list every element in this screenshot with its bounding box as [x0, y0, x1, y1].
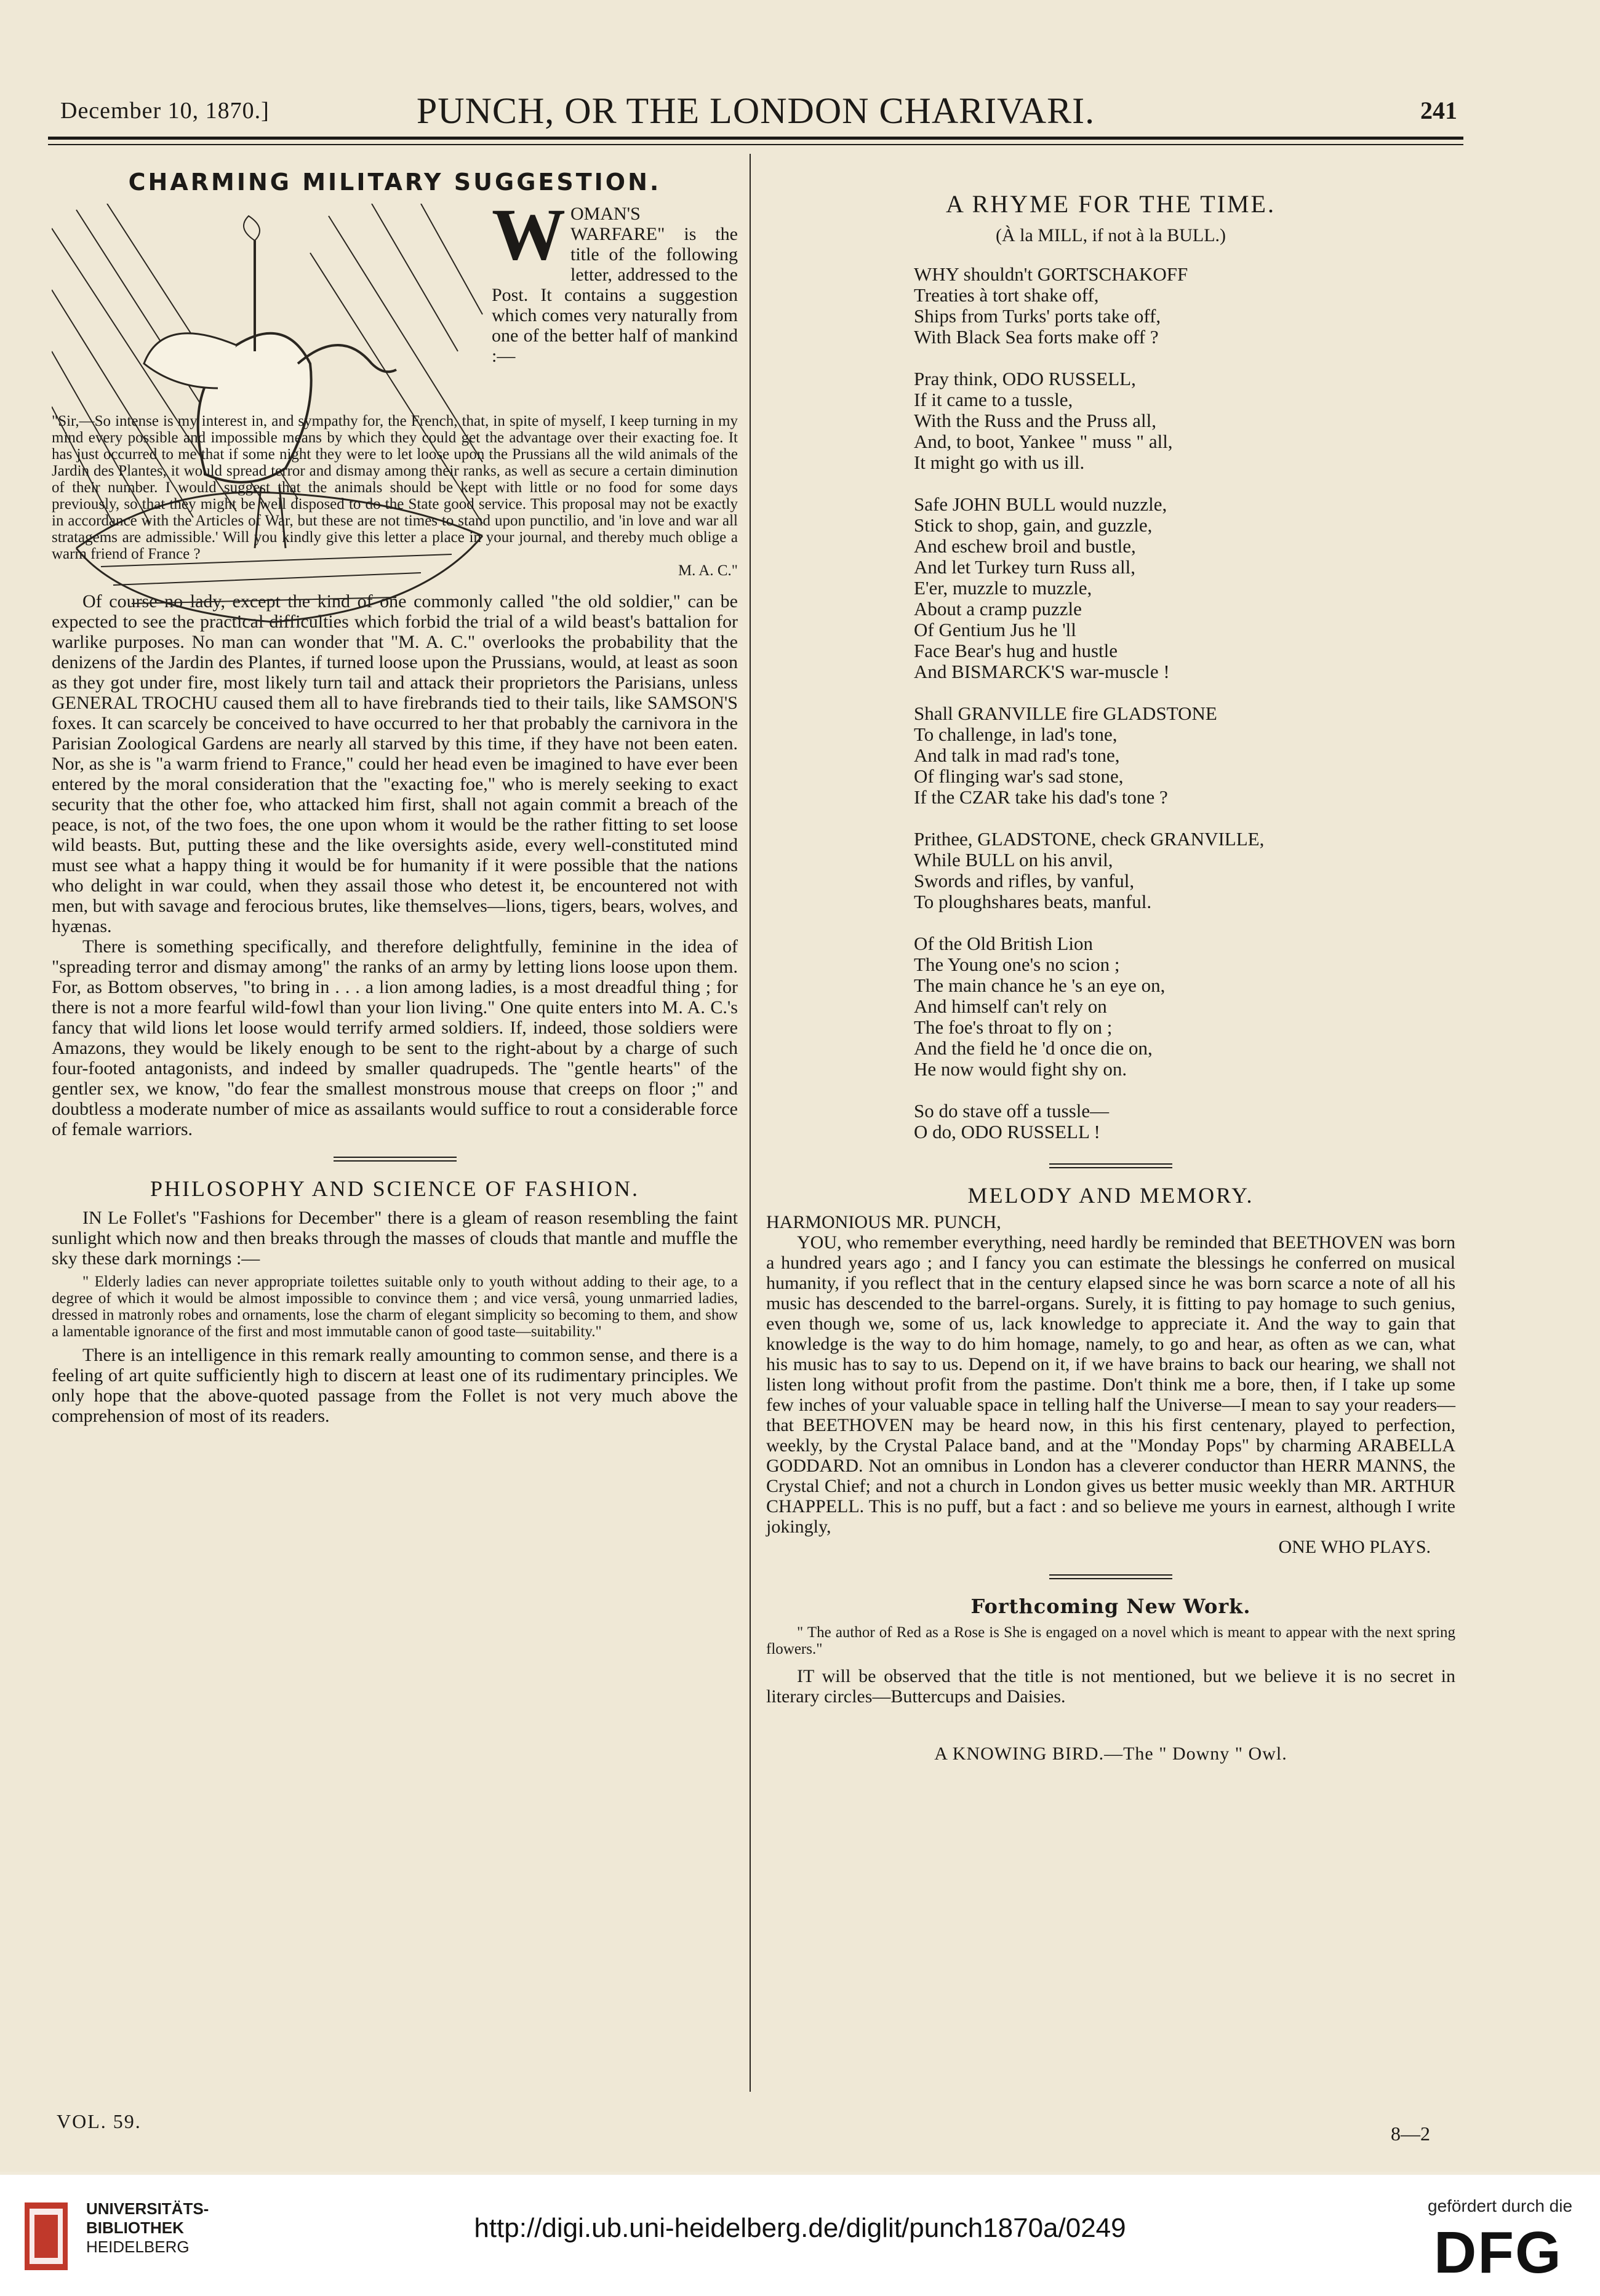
poem-stanza: [914, 933, 1455, 1080]
poem-line: It might go with us ill.: [914, 452, 1085, 473]
article-paragraph: IN Le Follet's "Fashions for December" there is a gleam of reason resembling the faint sunlight which now and then breaks through the masses of clouds that mantle and muffle the sky these dark mornings :—: [52, 1208, 738, 1269]
poem-line: And let Turkey turn Russ all,: [914, 556, 1135, 578]
institution-line: UNIVERSITÄTS-: [86, 2199, 209, 2218]
signature-mark: 8—2: [1391, 2123, 1430, 2145]
poem-line: Stick to shop, gain, and guzzle,: [914, 514, 1153, 536]
header-rule-thick: [48, 137, 1463, 140]
poem-line: Of flinging war's sad stone,: [914, 765, 1124, 787]
poem-line: Of the Old British Lion: [914, 933, 1094, 954]
poem-line: Prithee, GLADSTONE, check GRANVILLE,: [914, 828, 1265, 850]
institution-line: HEIDELBERG: [86, 2238, 190, 2256]
forthcoming-quote: " The author of Red as a Rose is She is engaged on a novel which is meant to appear with the next spring flowers.": [766, 1624, 1455, 1657]
dropcap-letter: W: [492, 193, 566, 275]
forthcoming-paragraph: IT will be observed that the title is not mentioned, but we believe it is no secret in literary circles—Buttercups and Daisies.: [766, 1666, 1455, 1707]
melody-signature: ONE WHO PLAYS.: [1278, 1537, 1431, 1557]
dfg-logo: DFG: [1434, 2220, 1562, 2286]
letter-signature: M. A. C.": [678, 562, 738, 579]
article-heading-fashion: PHILOSOPHY AND SCIENCE OF FASHION.: [150, 1176, 640, 1201]
poem-line: Shall GRANVILLE fire GLADSTONE: [914, 703, 1217, 724]
poem-line: Of Gentium Jus he 'll: [914, 619, 1076, 640]
poem-line: If it came to a tussle,: [914, 389, 1073, 410]
poem-stanza: [914, 369, 1455, 473]
poem-line: The foe's throat to fly on ;: [914, 1016, 1113, 1038]
page-number: 241: [1420, 97, 1457, 124]
article-quote: " Elderly ladies can never appropriate toilettes suitable only to youth without adding to their age, to a degree of which it would be almost impossible to convince them ; and vice versâ, young unmarried ladies, dressed in matronly robes and ornaments, lose the charm of elegant simplicity so becoming to them, and show a lamentable ignorance of the first and most immutable canon of good taste—suitability.": [52, 1274, 738, 1340]
article-paragraph: Of course no lady, except the kind of one commonly called "the old soldier," can be expected to see the practical difficulties which forbid the trial of a wild beast's battalion for warlike purposes. No man can wonder that "M. A. C." overlooks the probability that the denizens of the Jardin des Plantes, if turned loose upon the Prussians, would, at least as soon as they got under fire, most likely turn tail and attack their proprietors the Parisians, unless GENERAL TROCHU caused them all to have firebrands tied to their tails, like SAMSON'S foxes. It can scarcely be conceived to have occurred to her that probably the carnivora in the Parisian Zoological Gardens are nearly all starved by this time, if they have not been eaten. Nor, as she is "a warm friend to France," could her head even be imagined to have ever been entered by the moral consideration that the "exacting foe," who is merely seeking to exact security that the other foe, who attacked him first, shall not again commit a breach of the peace, is not, of the two foes, the one upon whom it would be the rather fitting to set loose wild beasts. But, putting these and the like oversights aside, every well-constituted mind must see what a happy thing it would be for humanity if it were possible that the nations who delight in war could, when they assail those who detest it, be encountered not with men, but with savage and ferocious brutes, like themselves—lions, tigers, bears, wolves, and hyænas.: [52, 591, 738, 936]
poem-line: The main chance he 's an eye on,: [914, 975, 1166, 996]
article-intro: OMAN'S WARFARE" is the title of the following letter, addressed to the Post. It contains a suggestion which comes very naturally from one of the better half of mankind :—: [492, 204, 738, 366]
poem-heading: A RHYME FOR THE TIME.: [945, 190, 1276, 218]
poem-line: Pray think, ODO RUSSELL,: [914, 368, 1136, 389]
poem-stanza: [914, 264, 1455, 348]
poem-line: Ships from Turks' ports take off,: [914, 305, 1161, 327]
article-heading-charming: CHARMING MILITARY SUGGESTION.: [128, 169, 662, 196]
poem-line: And, to boot, Yankee " muss " all,: [914, 431, 1173, 452]
header-title: PUNCH, OR THE LONDON CHARIVARI.: [416, 90, 1095, 131]
forthcoming-heading: Forthcoming New Work.: [970, 1595, 1251, 1618]
column-divider: [750, 154, 751, 2092]
poem-line: He now would fight shy on.: [914, 1058, 1127, 1080]
poem-line: And BISMARCK'S war-muscle !: [914, 661, 1170, 682]
section-separator: [334, 1157, 457, 1162]
poem-stanza: [914, 1101, 1455, 1142]
poem-line: About a cramp puzzle: [914, 598, 1082, 620]
knowing-bird: A KNOWING BIRD.—The " Downy " Owl.: [934, 1744, 1287, 1764]
poem-stanza: [914, 703, 1455, 808]
poem-line: Safe JOHN BULL would nuzzle,: [914, 493, 1167, 515]
article-paragraph: There is something specifically, and therefore delightfully, feminine in the idea of "spreading terror and dismay among" the ranks of an army by letting lions loose upon them. For, as Bottom observes, "to bring in . . . a lion among ladies, is a most dreadful thing ; for there is not a more fearful wild-fowl than your lion living." One quite enters into M. A. C.'s fancy that wild lions let loose would terrify armed soldiers. If, indeed, those soldiers were Amazons, they would be likely enough to be sent to the right-about by a charge of such four-footed antagonists, and indeed by smaller quadrupeds. The "gentle hearts" of the gentler sex, we know, "do fear the smallest monstrous mouse that creeps on floor ;" and doubtless a moderate number of mice as assailants would suffice to rout a considerable force of female warriors.: [52, 936, 738, 1139]
poem-line: To challenge, in lad's tone,: [914, 723, 1118, 745]
poem-line: And himself can't rely on: [914, 995, 1107, 1017]
section-separator: [1049, 1574, 1172, 1579]
poem-line: Treaties à tort shake off,: [914, 284, 1099, 306]
poem-body: [914, 264, 1455, 1142]
poem-line: If the CZAR take his dad's tone ?: [914, 786, 1168, 808]
letter-body: [52, 413, 738, 579]
poem-subheading: (À la MILL, if not à la BULL.): [995, 225, 1226, 245]
source-url-link[interactable]: http://digi.ub.uni-heidelberg.de/diglit/punch1870a/0249: [474, 2213, 1126, 2243]
poem-stanza: [914, 494, 1455, 682]
poem-line: E'er, muzzle to muzzle,: [914, 577, 1092, 599]
poem-line: So do stave off a tussle—: [914, 1100, 1110, 1122]
poem-line: To ploughshares beats, manful.: [914, 891, 1152, 912]
poem-line: And talk in mad rad's tone,: [914, 744, 1120, 766]
poem-line: WHY shouldn't GORTSCHAKOFF: [914, 263, 1188, 285]
melody-heading: MELODY AND MEMORY.: [967, 1183, 1254, 1208]
funder-text: gefördert durch die: [1428, 2196, 1573, 2215]
poem-line: While BULL on his anvil,: [914, 849, 1113, 871]
article-paragraph: There is an intelligence in this remark really amounting to common sense, and there is a feeling of art quite sufficiently high to discern at least one of its rudimentary principles. We only hope that the above-quoted passage from the Follet is not very much above the comprehension of most of its readers.: [52, 1345, 738, 1426]
intro-block: [492, 193, 738, 366]
header-date: December 10, 1870.]: [60, 98, 270, 124]
header-rule-thin: [48, 144, 1463, 145]
melody-body: YOU, who remember everything, need hardly be reminded that BEETHOVEN was born a hundred years ago ; and I fancy you can estimate the blessings he conferred on musical humanity, if you reflect that in the century elapsed since he was born scarce a note of all his music has descended to the barrel-organs. Surely, it is fitting to pay homage to such genius, even though we, some of us, lack knowledge to appreciate it. And the way to gain that knowledge is the way to do him homage, namely, to go and hear, as often as we can, what his music has to say to us. Depend on it, if we have brains to back our hearing, we shall not listen long without profit from the pastime. Don't think me a bore, then, if I take up some few inches of your valuable space in telling half the Universe—I mean to say your readers—that BEETHOVEN may be heard now, in this his first centenary, played to perfection, weekly, by the Crystal Palace band, and at the "Monday Pops" by charming ARABELLA GODDARD. Not an omnibus in London has a cleverer conductor than HERR MANNS, the Crystal Chief; and not a church in London gives us better music weekly than MR. ARTHUR CHAPPELL. This is no puff, but a fact : and so believe me yours in earnest, although I write jokingly,: [766, 1232, 1455, 1537]
poem-line: Swords and rifles, by vanful,: [914, 870, 1135, 891]
running-header: [48, 85, 1463, 134]
poem-line: With the Russ and the Pruss all,: [914, 410, 1156, 431]
melody-salutation: HARMONIOUS MR. PUNCH,: [766, 1212, 1001, 1232]
left-column: [52, 169, 738, 1426]
poem-line: Face Bear's hug and hustle: [914, 640, 1118, 661]
poem-line: With Black Sea forts make off ?: [914, 326, 1159, 348]
letter-text: "Sir,—So intense is my interest in, and sympathy for, the French, that, in spite of myself, I keep turning in my mind every possible and impossible means by which they could get the advantage over their exacting foe. It has just occurred to me that if some night they were to let loose upon the Prussians all the wild animals of the Jardin des Plantes, it would spread terror and dismay among their ranks, as well as secure a certain diminution of their number. I would suggest that the animals should be kept with little or no food for some days previously, so that they might be well disposed to do the State good service. This proposal may not be exactly in accordance with the Articles of War, but these are not times to stand upon punctilio, and 'in love and war all stratagems are admissible.' Will you kindly give this letter a place in your journal, and thereby much oblige a warm friend of France ?: [52, 413, 738, 562]
volume-number: VOL. 59.: [57, 2110, 142, 2132]
poem-stanza: [914, 829, 1455, 912]
right-column: [766, 190, 1455, 1764]
poem-line: The Young one's no scion ;: [914, 954, 1120, 975]
section-separator: [1049, 1163, 1172, 1168]
poem-line: And the field he 'd once die on,: [914, 1037, 1153, 1059]
institution-line: BIBLIOTHEK: [86, 2218, 184, 2237]
poem-line: O do, ODO RUSSELL !: [914, 1121, 1100, 1142]
poem-line: And eschew broil and bustle,: [914, 535, 1136, 557]
library-footer-band: [0, 2175, 1600, 2296]
